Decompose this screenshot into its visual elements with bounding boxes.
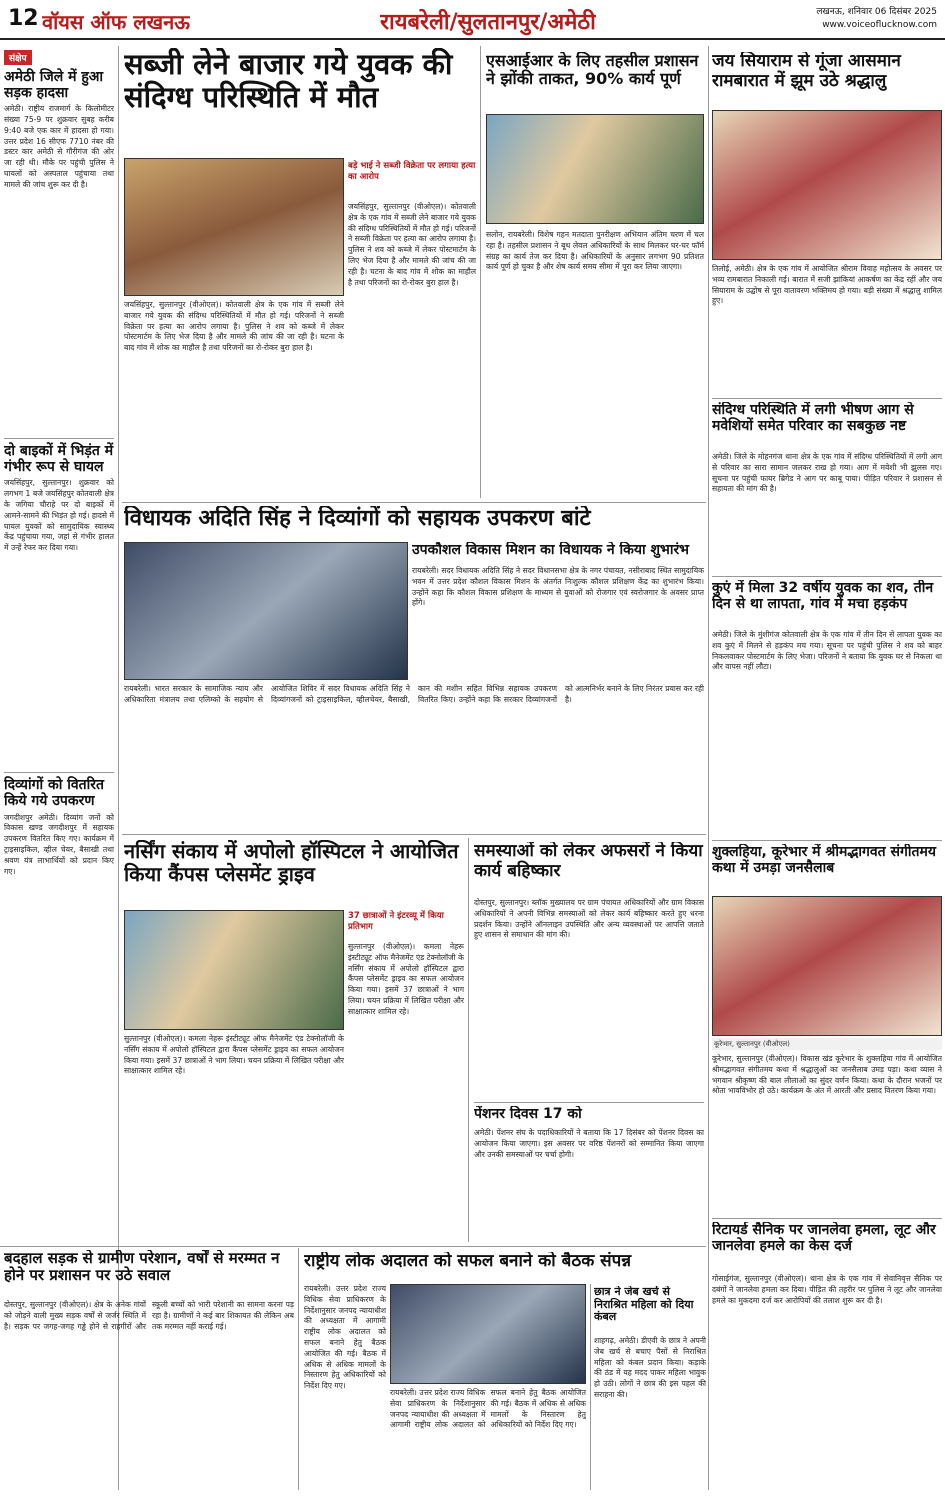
lead-kicker-text: बड़े भाई ने सब्जी विक्रेता पर लगाया हत्या का आरोप (348, 161, 476, 182)
sainik-headline: रिटायर्ड सैनिक पर जानलेवा हमला, लूट और जानलेवा हमले का केस दर्ज (712, 1222, 936, 1255)
website-url: www.voiceoflucknow.com (822, 20, 937, 30)
sir-headline: एसआईआर के लिए तहसील प्रशासन ने झोंकी ताकत, 90% कार्य पूर्ण (486, 52, 699, 89)
kaushal-headline: उपकौशल विकास मिशन का विधायक ने किया शुभारंभ (412, 542, 690, 558)
sir-photo (486, 114, 704, 224)
road-headline-box (4, 1250, 294, 1298)
adalat-text-left: रायबरेली। उत्तर प्रदेश राज्य विधिक सेवा प्राधिकरण के निर्देशानुसार जनपद न्यायाधीश की अध्यक्षता में आगामी राष्ट्रीय लोक अदालत को सफल बनाने हेतु बैठक आयोजित की गई। बैठक में अधिक से अधिक मामलों के निस्तारण हेतु अधिकारियों को निर्देश दिए गए। (304, 1284, 386, 1391)
fire-text: अमेठी। जिले के मोहनगंज थाना क्षेत्र के एक गांव में संदिग्ध परिस्थितियों में लगी आग से परिवार का सारा सामान जलकर राख हो गया। आग में मवेशी भी झुलस गए। सूचना पर पहुंची फायर ब्रिगेड ने आग पर काबू पाया। पीड़ित परिवार ने प्रशासन से सहायता की मांग की है। (712, 452, 942, 494)
samasya-headline: समस्याओं को लेकर अफसरों ने किया कार्य बहिष्कार (474, 842, 703, 881)
sainik-headline-box (712, 1222, 942, 1272)
kaushal-text: रायबरेली। सदर विधायक अदिति सिंह ने सदर विधानसभा क्षेत्र के नगर पंचायत, नसीराबाद स्थित सामुदायिक भवन में उत्तर प्रदेश कौशल विकास मिशन के अंतर्गत निःशुल्क कौशल प्रशिक्षण केंद्र का शुभारंभ किया। उन्होंने कहा कि कौशल विकास प्रशिक्षण के माध्यम से युवाओं को रोजगार एवं स्वरोजगार के अवसर प्राप्त होंगे। (412, 566, 704, 608)
road-text: दोस्तपुर, सुल्तानपुर (वीओएल)। क्षेत्र के अनेक गांवों को जोड़ने वाली मुख्य सड़क वर्षों से जर्जर स्थिति में है। सड़क पर जगह-जगह गड्ढे होने से राहगीरों और स्कूली बच्चों को भारी परेशानी का सामना करना पड़ रहा है। ग्रामीणों ने कई बार शिकायत की लेकिन अब तक मरम्मत नहीं कराई गई। (4, 1300, 294, 1331)
lead-text-right: जयसिंहपुर, सुल्तानपुर (वीओएल)। कोतवाली क्षेत्र के एक गांव में सब्जी लेने बाजार गये युवक की संदिग्ध परिस्थितियों में मौत हो गई। परिजनों ने सब्जी विक्रेता पर हत्या का आरोप लगाया है। पुलिस ने शव को कब्जे में लेकर पोस्टमार्टम के लिए भेज दिया है और मामले की जांच की जा रही है। घटना के बाद गांव में शोक का माहौल है तथा परिजनों का रो-रोकर बुरा हाल है। (348, 202, 476, 287)
sir-text: सलोन, रायबरेली। विशेष गहन मतदाता पुनरीक्षण अभियान अंतिम चरण में चल रहा है। तहसील प्रशासन ने बूथ लेवल अधिकारियों के साथ मिलकर घर-घर फॉर्म संग्रह का कार्य तेज कर दिया है। अधिकारियों के अनुसार लगभग 90 प्रतिशत कार्य पूर्ण हो चुका है और शेष कार्य समय सीमा में पूरा कर लिया जाएगा। (486, 230, 704, 272)
brief-1-title: अमेठी जिले में हुआ सड़क हादसा (4, 69, 104, 102)
bhagwat-headline-box (712, 844, 942, 894)
ram-headline: जय सियाराम से गूंजा आसमान रामबारात में झूम उठे श्रद्धालु (712, 52, 901, 91)
well-text: अमेठी। जिले के मुंशीगंज कोतवाली क्षेत्र के एक गांव में तीन दिन से लापता युवक का शव कुएं में मिलने से हड़कंप मच गया। सूचना पर पहुंची पुलिस ने शव को बाहर निकलवाकर पोस्टमार्टम के लिए भेजा। परिजनों ने बताया कि युवक घर से निकला था और वापस नहीं लौटा। (712, 630, 942, 672)
issue-date: लखनऊ, शनिवार 06 दिसंबर 2025 (816, 7, 937, 17)
masthead (0, 0, 945, 40)
dateline-box (816, 6, 937, 32)
road-headline: बदहाल सड़क से ग्रामीण परेशान, वर्षों से मरम्मत न होने पर प्रशासन पर उठे सवाल (4, 1250, 280, 1285)
samasya-text: दोस्तपुर, सुल्तानपुर। ब्लॉक मुख्यालय पर ग्राम पंचायत अधिकारियों और ग्राम विकास अधिकारियों ने अपनी विभिन्न समस्याओं को लेकर कार्य बहिष्कार करते हुए धरना प्रदर्शन किया। उन्होंने ऑनलाइन उपस्थिति और अन्य व्यवस्थाओं पर आपत्ति जताते हुए शासन से समाधान की मांग की। (474, 898, 704, 940)
bhagwat-headline: शुक्लहिया, कूरेभार में श्रीमद्भागवत संगीतमय कथा में उमड़ा जनसैलाब (712, 844, 936, 877)
fire-headline: संदिग्ध परिस्थिति में लगी भीषण आग से मवेशियों समेत परिवार का सबकुछ नष्ट (712, 402, 914, 435)
brief-3-text: जगदीशपुर अमेठी। दिव्यांग जनों को विकास खण्ड जगदीशपुर में सहायक उपकरण वितरित किए गए। कार्यक्रम में ट्राइसाइकिल, व्हील चेयर, बैसाखी तथा श्रवण यंत्र लाभार्थियों को प्रदान किए गए। (4, 812, 114, 876)
nursing-headline-box (124, 840, 464, 906)
ram-photo (712, 110, 942, 260)
lead-headline: सब्जी लेने बाजार गये युवक की संदिग्ध परिस्थिति में मौत (124, 48, 453, 115)
brief-label: संक्षेप (4, 50, 32, 65)
vidhayak-photo (124, 542, 408, 680)
chhatra-text: शाहगढ़, अमेठी। डीएवी के छात्र ने अपनी जेब खर्च से बचाए पैसों से निराश्रित महिला को कंबल प्रदान किया। कड़ाके की ठंड में यह मदद पाकर महिला भावुक हो उठी। लोगों ने छात्र की इस पहल की सराहना की। (594, 1336, 706, 1399)
ram-headline-box (712, 52, 942, 108)
well-headline: कुएं में मिला 32 वर्षीय युवक का शव, तीन दिन से था लापता, गांव में मचा हड़कंप (712, 580, 934, 613)
nursing-photo (124, 910, 344, 1030)
pension-text: अमेठी। पेंशनर संघ के पदाधिकारियों ने बताया कि 17 दिसंबर को पेंशनर दिवस का आयोजन किया जाएगा। इस अवसर पर वरिष्ठ पेंशनरों को सम्मानित किया जाएगा और उनकी समस्याओं पर चर्चा होगी। (474, 1128, 704, 1159)
bhagwat-photo (712, 896, 942, 1036)
brief-2-text: जयसिंहपुर, सुल्तानपुर। शुक्रवार को लगभग 1 बजे जयसिंहपुर कोतवाली क्षेत्र के जगिया चौराहे पर दो बाइकों में आमने-सामने की भिड़ंत हो गई। हादसे में घायल युवकों को सामुदायिक स्वास्थ्य केंद्र पहुंचाया गया, जहां से गंभीर हालत में उन्हें रेफर कर दिया गया। (4, 478, 114, 553)
lead-photo (124, 158, 344, 296)
pension-headline-box (474, 1106, 704, 1126)
sir-headline-box (486, 52, 704, 112)
adalat-text: रायबरेली। उत्तर प्रदेश राज्य विधिक सेवा प्राधिकरण के निर्देशानुसार जनपद न्यायाधीश की अध्यक्षता में आगामी राष्ट्रीय लोक अदालत को सफल बनाने हेतु बैठक आयोजित की गई। बैठक में अधिक से अधिक मामलों के निस्तारण हेतु अधिकारियों को निर्देश दिए गए। (390, 1388, 586, 1430)
vidhayak-headline-box (124, 506, 704, 540)
kaushal-headline-box (412, 542, 704, 564)
chhatra-headline-box (594, 1286, 706, 1334)
nursing-text: सुल्तानपुर (वीओएल)। कमला नेहरू इंस्टीट्यूट ऑफ मैनेजमेंट एंड टेक्नोलॉजी के नर्सिंग संकाय में अपोलो हॉस्पिटल द्वारा कैंपस प्लेसमेंट ड्राइव का सफल आयोजन किया गया। इसमें 37 छात्राओं ने भाग लिया। चयन प्रक्रिया में लिखित परीक्षा और साक्षात्कार शामिल रहे। (124, 1034, 344, 1076)
adalat-headline: राष्ट्रीय लोक अदालत को सफल बनाने को बैठक संपन्न (304, 1252, 632, 1271)
pension-headline: पेंशनर दिवस 17 को (474, 1106, 582, 1122)
nursing-headline: नर्सिंग संकाय में अपोलो हॉस्पिटल ने आयोजित किया कैंपस प्लेसमेंट ड्राइव (124, 840, 459, 886)
nursing-text-right: सुल्तानपुर (वीओएल)। कमला नेहरू इंस्टीट्यूट ऑफ मैनेजमेंट एंड टेक्नोलॉजी के नर्सिंग संकाय में अपोलो हॉस्पिटल द्वारा कैंपस प्लेसमेंट ड्राइव का सफल आयोजन किया गया। इसमें 37 छात्राओं ने भाग लिया। चयन प्रक्रिया में लिखित परीक्षा और साक्षात्कार शामिल रहे। (348, 942, 464, 1016)
chhatra-headline: छात्र ने जेब खर्च से निराश्रित महिला को दिया कंबल (594, 1286, 694, 1324)
nursing-kicker-text: 37 छात्राओं ने इंटरव्यू में किया प्रतिभाग (348, 911, 444, 932)
well-headline-box (712, 580, 942, 628)
ram-text: तिलोई, अमेठी। क्षेत्र के एक गांव में आयोजित श्रीराम विवाह महोत्सव के अवसर पर भव्य रामबारात निकाली गई। बारात में सजी झांकियां आकर्षण का केंद्र रहीं और जय सियाराम के उद्घोष से पूरा वातावरण भक्तिमय हो गया। बड़ी संख्या में श्रद्धालु शामिल हुए। (712, 264, 942, 306)
nursing-kicker (348, 910, 464, 940)
brief-2-title: दो बाइकों में भिड़ंत में गंभीर रूप से घायल (4, 443, 114, 476)
adalat-headline-box (304, 1252, 704, 1280)
lead-text: जयसिंहपुर, सुल्तानपुर (वीओएल)। कोतवाली क्षेत्र के एक गांव में सब्जी लेने बाजार गये युवक की संदिग्ध परिस्थितियों में मौत हो गई। परिजनों ने सब्जी विक्रेता पर हत्या का आरोप लगाया है। पुलिस ने शव को कब्जे में लेकर पोस्टमार्टम के लिए भेज दिया है और मामले की जांच की जा रही है। घटना के बाद गांव में शोक का माहौल है तथा परिजनों का रो-रोकर बुरा हाल है। (124, 300, 344, 353)
region-title: रायबरेली/सुलतानपुर/अमेठी (380, 10, 596, 35)
lead-kicker (348, 160, 476, 200)
fire-headline-box (712, 402, 942, 450)
samasya-headline-box (474, 842, 704, 894)
sainik-text: गोसाईगंज, सुल्तानपुर (वीओएल)। थाना क्षेत्र के एक गांव में सेवानिवृत्त सैनिक पर दबंगों ने जानलेवा हमला कर दिया। पीड़ित की तहरीर पर पुलिस ने लूट और जानलेवा हमले का मुकदमा दर्ज कर आरोपियों की तलाश शुरू कर दी है। (712, 1274, 942, 1305)
vidhayak-headline: विधायक अदिति सिंह ने दिव्यांगों को सहायक उपकरण बांटे (124, 506, 591, 531)
bhagwat-text: कूरेभार, सुल्तानपुर (वीओएल)। विकास खंड कूरेभार के शुक्लहिया गांव में आयोजित श्रीमद्भागवत संगीतमय कथा में श्रद्धालुओं का जनसैलाब उमड़ पड़ा। कथा व्यास ने भगवान श्रीकृष्ण की बाल लीलाओं का सुंदर वर्णन किया। कथा के दौरान भजनों पर श्रोता भावविभोर हो उठे। कार्यक्रम के अंत में आरती और प्रसाद वितरण किया गया। (712, 1054, 942, 1096)
adalat-photo (390, 1284, 586, 1384)
paper-name: वॉयस ऑफ लखनऊ (42, 10, 190, 34)
lead-headline-box (124, 48, 476, 156)
bhagwat-caption: कूरेभार, सुल्तानपुर (वीओएल) (712, 1038, 942, 1050)
brief-1-text: अमेठी। राष्ट्रीय राजमार्ग के किलोमीटर संख्या 75-9 पर शुक्रवार सुबह करीब 9:40 बजे एक कार में हादसा हो गया। उत्तर प्रदेश 16 सीएफ 7710 नंबर की डस्टर कार अमेठी से गौरीगंज की ओर जा रही थी। मौके पर पहुंची पुलिस ने घायलों को अस्पताल पहुंचाया तथा मामले की जांच शुरू कर दी है। (4, 104, 114, 189)
page-number: 12 (8, 6, 39, 31)
vidhayak-text: रायबरेली। भारत सरकार के सामाजिक न्याय और अधिकारिता मंत्रालय तथा एलिम्को के सहयोग से आयोजित शिविर में सदर विधायक अदिति सिंह ने दिव्यांगजनों को ट्राइसाइकिल, व्हीलचेयर, बैसाखी, कान की मशीन सहित विभिन्न सहायक उपकरण वितरित किए। उन्होंने कहा कि सरकार दिव्यांगजनों को आत्मनिर्भर बनाने के लिए निरंतर प्रयास कर रही है। (124, 684, 704, 704)
brief-3-title: दिव्यांगों को वितरित किये गये उपकरण (4, 777, 104, 810)
